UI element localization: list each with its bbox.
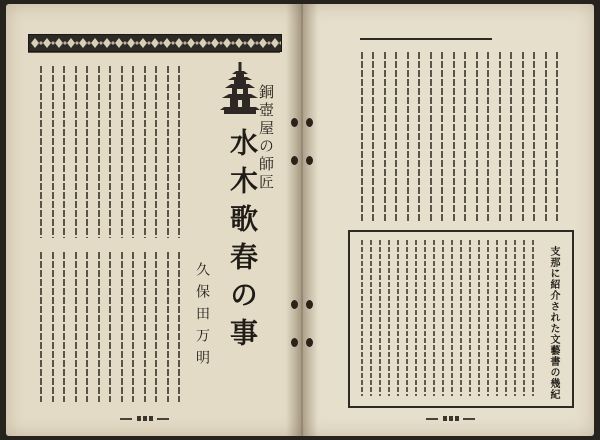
text-column (487, 52, 489, 222)
text-column (132, 66, 134, 238)
ornament-dot (159, 41, 162, 44)
text-column (496, 240, 498, 396)
text-column (178, 252, 180, 402)
text-column (522, 52, 524, 222)
text-column (476, 52, 478, 222)
ornament-dot (87, 41, 90, 44)
ornament-diamond (91, 38, 99, 48)
ornament-diamond (271, 38, 279, 48)
ornament-diamond (259, 38, 267, 48)
ornament-dot (219, 41, 222, 44)
text-column (109, 66, 111, 238)
ornament-diamond (175, 38, 183, 48)
ornament-diamond (235, 38, 243, 48)
ornament-dot (243, 41, 246, 44)
text-column (545, 52, 547, 222)
binding-hole-icon (291, 338, 298, 347)
binding-hole-icon (291, 118, 298, 127)
text-column (75, 252, 77, 402)
text-column (460, 240, 462, 396)
text-column (442, 240, 444, 396)
text-column (86, 66, 88, 238)
ornament-dot (267, 41, 270, 44)
text-column (533, 52, 535, 222)
ornament-dot (39, 41, 42, 44)
ornament-diamond (43, 38, 51, 48)
text-column (505, 240, 507, 396)
ornament-dot (171, 41, 174, 44)
ornament-diamond (79, 38, 87, 48)
ornament-diamond (223, 38, 231, 48)
text-column (98, 66, 100, 238)
ornament-dot (255, 41, 258, 44)
text-column (487, 240, 489, 396)
text-column (167, 66, 169, 238)
ornament-rule (28, 52, 280, 53)
ornament-diamond (115, 38, 123, 48)
text-column (379, 240, 381, 396)
text-column (144, 252, 146, 402)
binding-hole-icon (306, 118, 313, 127)
folio-rule (120, 418, 132, 420)
ornament-diamond (211, 38, 219, 48)
text-column (510, 52, 512, 222)
text-column (441, 52, 443, 222)
ornament-diamond (151, 38, 159, 48)
ornament-pattern (29, 35, 281, 51)
ornament-dot (231, 41, 234, 44)
text-column (532, 240, 534, 396)
ornament-diamond (127, 38, 135, 48)
text-column (415, 240, 417, 396)
text-column (406, 240, 408, 396)
text-column (397, 240, 399, 396)
text-column (167, 252, 169, 402)
text-column (469, 240, 471, 396)
text-column (132, 252, 134, 402)
text-column (121, 252, 123, 402)
ornament-diamond (247, 38, 255, 48)
ornament-diamond (139, 38, 147, 48)
text-column (424, 240, 426, 396)
text-column (63, 252, 65, 402)
article-subtitle: 銅壺屋の師匠 (257, 84, 275, 192)
ornament-dot (51, 41, 54, 44)
text-column (155, 66, 157, 238)
folio-digit (449, 416, 453, 421)
text-column (514, 240, 516, 396)
text-column (361, 240, 363, 396)
text-column (523, 240, 525, 396)
text-column (418, 52, 420, 222)
folio-digit (137, 416, 141, 421)
folio-rule (426, 418, 438, 420)
text-column (86, 252, 88, 402)
ornament-dot (183, 41, 186, 44)
ornament-diamond (31, 38, 39, 48)
folio-digit (143, 416, 147, 421)
binding-hole-icon (306, 300, 313, 309)
folio-rule (157, 418, 169, 420)
text-column (372, 52, 374, 222)
ornament-dot (63, 41, 66, 44)
folio-rule (463, 418, 475, 420)
ornament-dot (147, 41, 150, 44)
text-column (40, 66, 42, 238)
text-column (433, 240, 435, 396)
ornament-diamond (103, 38, 111, 48)
text-column (478, 240, 480, 396)
article-title: 水木歌春の事 (226, 128, 259, 356)
text-column (556, 52, 558, 222)
ornament-diamond (67, 38, 75, 48)
text-column (453, 52, 455, 222)
binding-hole-icon (306, 156, 313, 165)
binding-hole-icon (306, 338, 313, 347)
ornamental-band-icon (28, 34, 282, 52)
folio-digit (443, 416, 447, 421)
ornament-diamond (187, 38, 195, 48)
text-column (499, 52, 501, 222)
text-column (451, 240, 453, 396)
binding-hole-icon (291, 300, 298, 309)
text-column (98, 252, 100, 402)
ornament-diamond (163, 38, 171, 48)
text-column (464, 52, 466, 222)
article-author: 久保田万明 (194, 262, 210, 372)
ornament-dot (111, 41, 114, 44)
text-column (388, 240, 390, 396)
ornament-dot (75, 41, 78, 44)
page-gutter (286, 4, 318, 436)
text-column (52, 252, 54, 402)
text-column (63, 66, 65, 238)
text-column (155, 252, 157, 402)
text-column (370, 240, 372, 396)
ornament-diamond (55, 38, 63, 48)
text-column (144, 66, 146, 238)
text-column (395, 52, 397, 222)
binding-hole-icon (291, 156, 298, 165)
ornament-dot (99, 41, 102, 44)
text-column (52, 66, 54, 238)
text-column (407, 52, 409, 222)
text-column (361, 52, 363, 222)
text-column (430, 52, 432, 222)
ornament-dot (207, 41, 210, 44)
folio-digit (149, 416, 153, 421)
ornament-diamond (199, 38, 207, 48)
text-column (178, 66, 180, 238)
notice-title: 支那に紹介された文藝書の幾紀 (548, 246, 559, 400)
top-rule (360, 38, 492, 40)
ornament-dot (135, 41, 138, 44)
text-column (40, 252, 42, 402)
ornament-dot (279, 41, 281, 44)
ornament-dot (195, 41, 198, 44)
text-column (75, 66, 77, 238)
folio-digit (455, 416, 459, 421)
text-column (109, 252, 111, 402)
text-column (384, 52, 386, 222)
text-column (121, 66, 123, 238)
ornament-dot (123, 41, 126, 44)
